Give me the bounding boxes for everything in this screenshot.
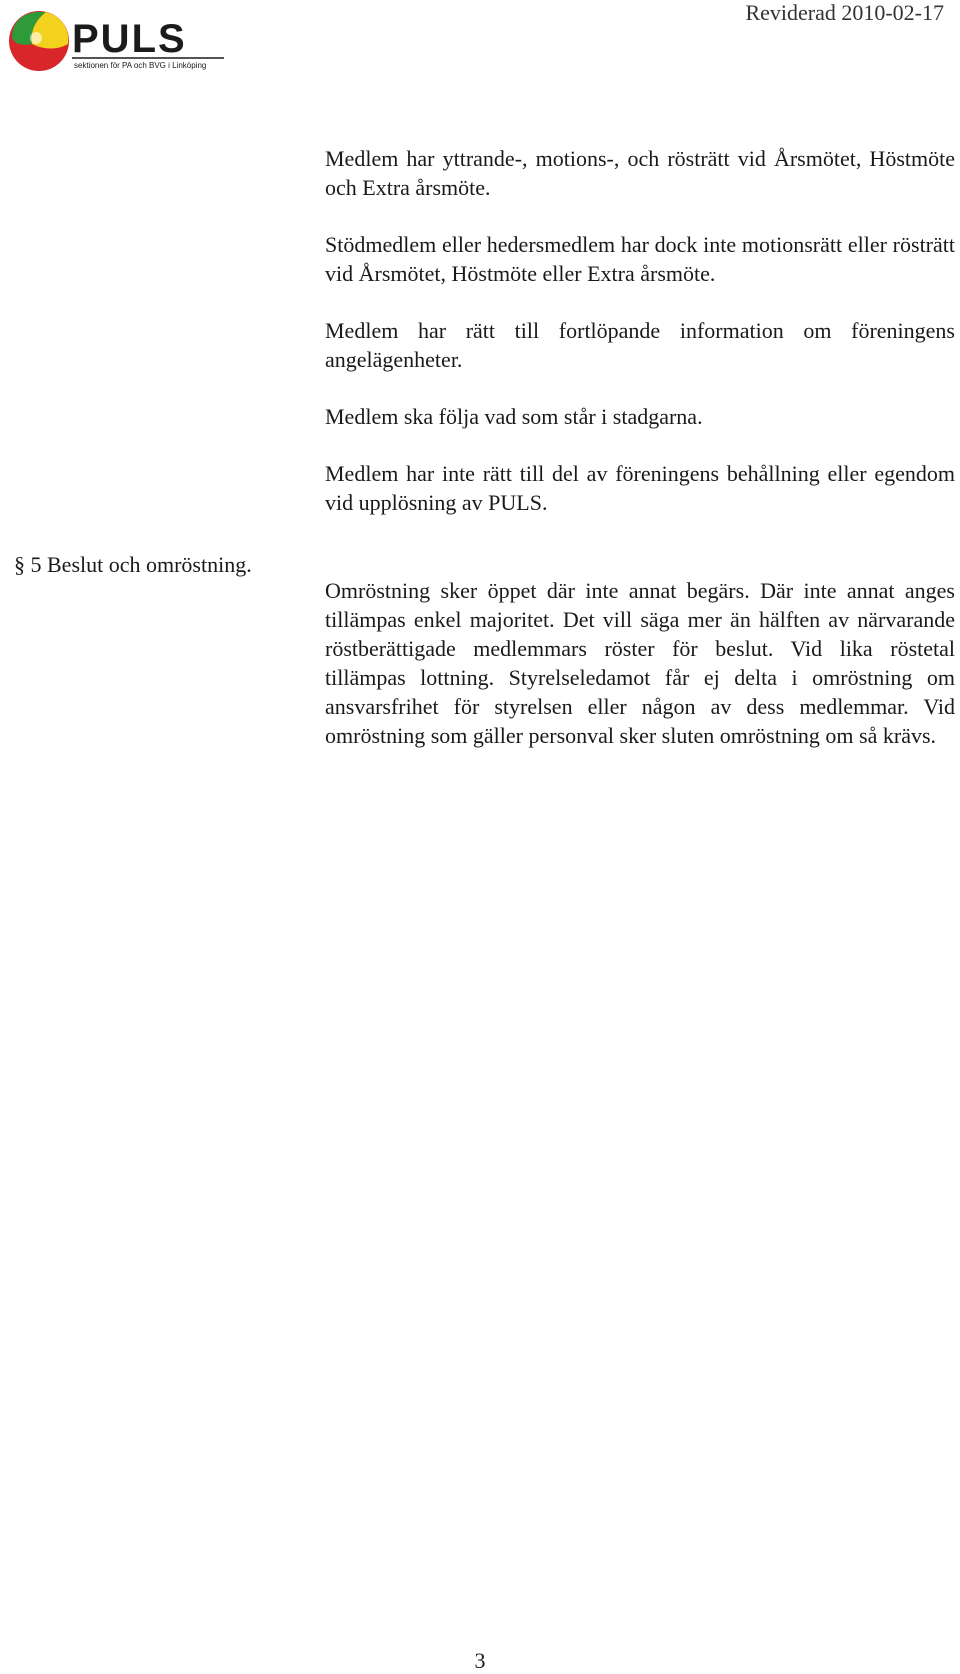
revision-date: Reviderad 2010-02-17 xyxy=(745,0,944,25)
section-5-heading: § 5 Beslut och omröstning. xyxy=(14,552,252,577)
paragraph-dissolution: Medlem har inte rätt till del av föreningens behållning eller egendom vid upplösning av PULS. xyxy=(325,461,955,515)
puls-logo xyxy=(6,8,228,76)
paragraph-follow-statutes: Medlem ska följa vad som står i stadgarna. xyxy=(325,404,703,429)
logo-wordmark: PULS xyxy=(72,17,187,61)
paragraph-information-right: Medlem har rätt till fortlöpande information om föreningens angelägenheter. xyxy=(325,318,955,372)
logo-emblem-icon xyxy=(9,11,69,71)
paragraph-supporting-members: Stödmedlem eller hedersmedlem har dock inte motionsrätt eller rösträtt vid Årsmötet, Höstmöte eller Extra årsmöte. xyxy=(325,232,955,286)
section-5-body: Omröstning sker öppet där inte annat begärs. Där inte annat anges tillämpas enkel majoritet. Det vill säga mer än hälften av närvarande röstberättigade medlemmars röster för beslut. Vid lika röstetal tillämpas lottning. Styrelseledamot får ej delta i omröstning om ansvarsfrihet för styrelsen eller någon av dess medlemmar. Vid omröstning som gäller personval sker sluten omröstning om så krävs. xyxy=(325,578,955,748)
page-number: 3 xyxy=(474,1648,486,1673)
paragraph-voting-rights: Medlem har yttrande-, motions-, och rösträtt vid Årsmötet, Höstmöte och Extra årsmöte. xyxy=(325,146,955,200)
logo-tagline: sektionen för PA och BVG i Linköping xyxy=(74,61,207,70)
